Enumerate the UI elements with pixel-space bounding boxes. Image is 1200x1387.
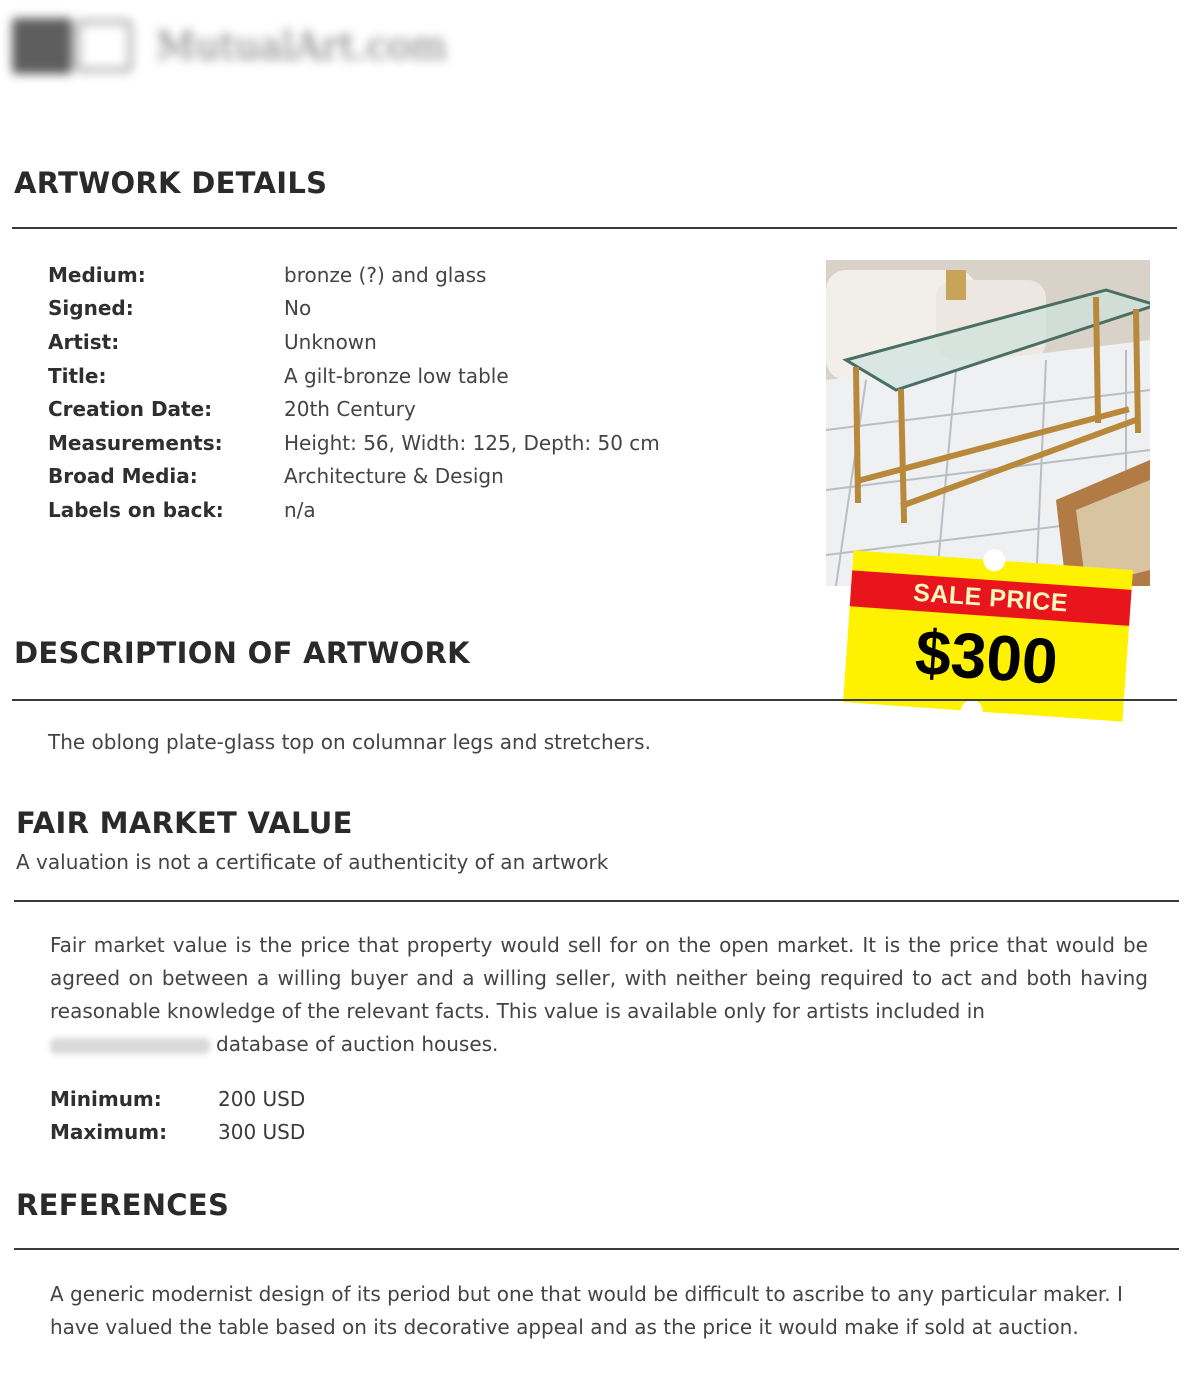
logo-mark (12, 18, 72, 74)
detail-label: Artist: (48, 329, 120, 354)
artwork-photo[interactable] (826, 260, 1150, 586)
detail-row-creation-date (48, 392, 748, 426)
fmv-maximum-value: 300 USD (218, 1119, 306, 1144)
references-text: A generic modernist design of its period but one that would be difficult to ascribe to any particular maker. I have valued the table based on its decorative appeal and as the price it would make if sold at auction. (50, 1282, 1123, 1339)
artwork-details-title: ARTWORK DETAILS (14, 166, 328, 200)
sale-price-tag (843, 550, 1133, 721)
fmv-maximum-label: Maximum: (50, 1119, 168, 1144)
logo-mark-outline (76, 20, 132, 72)
detail-value: 20th Century (284, 397, 416, 422)
fmv-minimum-row (50, 1082, 305, 1115)
detail-value: n/a (284, 497, 316, 522)
fmv-paragraph-tail: database of auction houses. (216, 1032, 499, 1056)
site-name: MutualArt.com (156, 24, 448, 68)
section-divider (12, 227, 1177, 229)
detail-row-artist (48, 325, 748, 359)
detail-value: Unknown (284, 329, 377, 354)
detail-label: Title: (48, 363, 107, 388)
fmv-maximum-row (50, 1115, 305, 1148)
detail-row-title (48, 359, 748, 393)
detail-row-measurements (48, 426, 748, 460)
tag-notch (983, 549, 1006, 572)
section-divider (14, 900, 1179, 902)
section-divider (14, 1248, 1179, 1250)
detail-value: bronze (?) and glass (284, 262, 487, 287)
detail-value: A gilt-bronze low table (284, 363, 509, 388)
detail-label: Medium: (48, 262, 146, 287)
detail-row-labels-on-back (48, 493, 748, 527)
detail-row-broad-media (48, 460, 748, 494)
fair-market-value-subtitle: A valuation is not a certificate of authenticity of an artwork (16, 850, 609, 874)
description-title: DESCRIPTION OF ARTWORK (14, 636, 470, 670)
fair-market-value-title: FAIR MARKET VALUE (16, 806, 353, 840)
detail-label: Labels on back: (48, 497, 224, 522)
fmv-paragraph: Fair market value is the price that property would sell for on the open market. It is the price that would be agreed on between a willing buyer and a willing seller, with neither being required to act and both having reasonable knowledge of the relevant facts. This value is available only for artists included in (50, 933, 1148, 1023)
detail-value: Height: 56, Width: 125, Depth: 50 cm (284, 430, 660, 455)
detail-row-medium (48, 258, 748, 292)
detail-label: Measurements: (48, 430, 223, 455)
site-logo[interactable] (12, 14, 502, 76)
fmv-minimum-label: Minimum: (50, 1086, 162, 1111)
detail-label: Broad Media: (48, 464, 198, 489)
fair-market-value-range (50, 1082, 305, 1148)
detail-value: No (284, 296, 312, 321)
sale-price-value: $300 (913, 616, 1061, 698)
blurred-site-name (50, 1038, 210, 1054)
description-text: The oblong plate-glass top on columnar legs and stretchers. (48, 730, 651, 754)
fmv-minimum-value: 200 USD (218, 1086, 306, 1111)
detail-label: Signed: (48, 296, 134, 321)
sale-price-label: SALE PRICE (912, 578, 1069, 618)
references-title: REFERENCES (16, 1188, 230, 1222)
detail-value: Architecture & Design (284, 464, 504, 489)
tag-notch (960, 699, 983, 722)
detail-row-signed (48, 292, 748, 326)
detail-label: Creation Date: (48, 397, 213, 422)
fair-market-value-text (50, 929, 1148, 1028)
fmv-paragraph-end (50, 1028, 1148, 1061)
section-divider (12, 699, 1177, 701)
artwork-details-list (48, 258, 748, 527)
